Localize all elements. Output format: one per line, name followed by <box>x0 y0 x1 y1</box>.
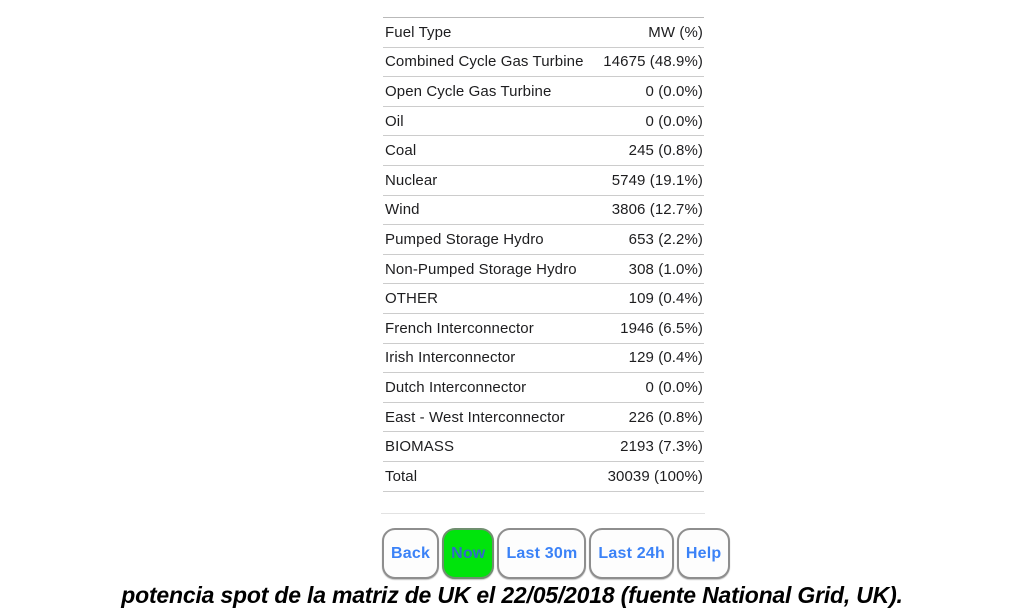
fuel-type-label: Pumped Storage Hydro <box>385 230 544 248</box>
mw-percent-value: 109 (0.4%) <box>628 290 703 308</box>
fuel-type-label: Combined Cycle Gas Turbine <box>385 53 584 71</box>
table-row <box>383 77 704 107</box>
fuel-mix-table <box>383 17 704 492</box>
table-row <box>383 403 704 433</box>
fuel-type-label: Irish Interconnector <box>385 349 516 367</box>
fuel-type-label: French Interconnector <box>385 319 534 337</box>
toolbar-divider <box>381 513 705 514</box>
table-row <box>383 255 704 285</box>
mw-percent-value: 3806 (12.7%) <box>611 201 703 219</box>
mw-percent-value: 0 (0.0%) <box>645 112 703 130</box>
table-row <box>383 196 704 226</box>
mw-percent-value: 0 (0.0%) <box>645 82 703 100</box>
fuel-type-label: Open Cycle Gas Turbine <box>385 82 552 100</box>
fuel-type-header: Fuel Type <box>385 23 452 41</box>
mw-percent-value: 5749 (19.1%) <box>611 171 703 189</box>
fuel-type-label: Nuclear <box>385 171 438 189</box>
fuel-type-label: Non-Pumped Storage Hydro <box>385 260 577 278</box>
table-row <box>383 136 704 166</box>
fuel-type-label: OTHER <box>385 290 438 308</box>
mw-percent-value: 226 (0.8%) <box>628 408 703 426</box>
fuel-type-label: Dutch Interconnector <box>385 378 527 396</box>
toolbar-button-back[interactable]: Back <box>382 528 439 579</box>
mw-percent-value: 30039 (100%) <box>607 467 703 485</box>
table-row <box>383 314 704 344</box>
toolbar-button-last-24h[interactable]: Last 24h <box>589 528 674 579</box>
mw-percent-value: 653 (2.2%) <box>628 230 703 248</box>
table-row <box>383 48 704 78</box>
table-row <box>383 107 704 137</box>
mw-percent-value: 0 (0.0%) <box>645 378 703 396</box>
mw-percent-value: 14675 (48.9%) <box>603 53 703 71</box>
figure-caption: potencia spot de la matriz de UK el 22/05/2018 (fuente National Grid, UK). <box>121 582 903 608</box>
toolbar-button-last-30m[interactable]: Last 30m <box>497 528 586 579</box>
fuel-type-label: East - West Interconnector <box>385 408 565 426</box>
table-row <box>383 225 704 255</box>
mw-percent-value: 245 (0.8%) <box>628 142 703 160</box>
fuel-type-label: Total <box>385 467 418 485</box>
table-row <box>383 462 704 492</box>
fuel-type-label: Wind <box>385 201 420 219</box>
table-row <box>383 432 704 462</box>
toolbar-button-now[interactable]: Now <box>442 528 494 579</box>
mw-percent-header: MW (%) <box>648 23 703 41</box>
toolbar-button-help[interactable]: Help <box>677 528 730 579</box>
fuel-type-label: BIOMASS <box>385 438 455 456</box>
toolbar <box>382 528 722 579</box>
table-row <box>383 166 704 196</box>
table-row <box>383 344 704 374</box>
mw-percent-value: 129 (0.4%) <box>628 349 703 367</box>
mw-percent-value: 2193 (7.3%) <box>620 438 703 456</box>
table-row <box>383 373 704 403</box>
fuel-type-label: Coal <box>385 142 417 160</box>
table-row <box>383 284 704 314</box>
mw-percent-value: 1946 (6.5%) <box>620 319 703 337</box>
mw-percent-value: 308 (1.0%) <box>628 260 703 278</box>
table-header-row <box>383 18 704 48</box>
fuel-type-label: Oil <box>385 112 404 130</box>
